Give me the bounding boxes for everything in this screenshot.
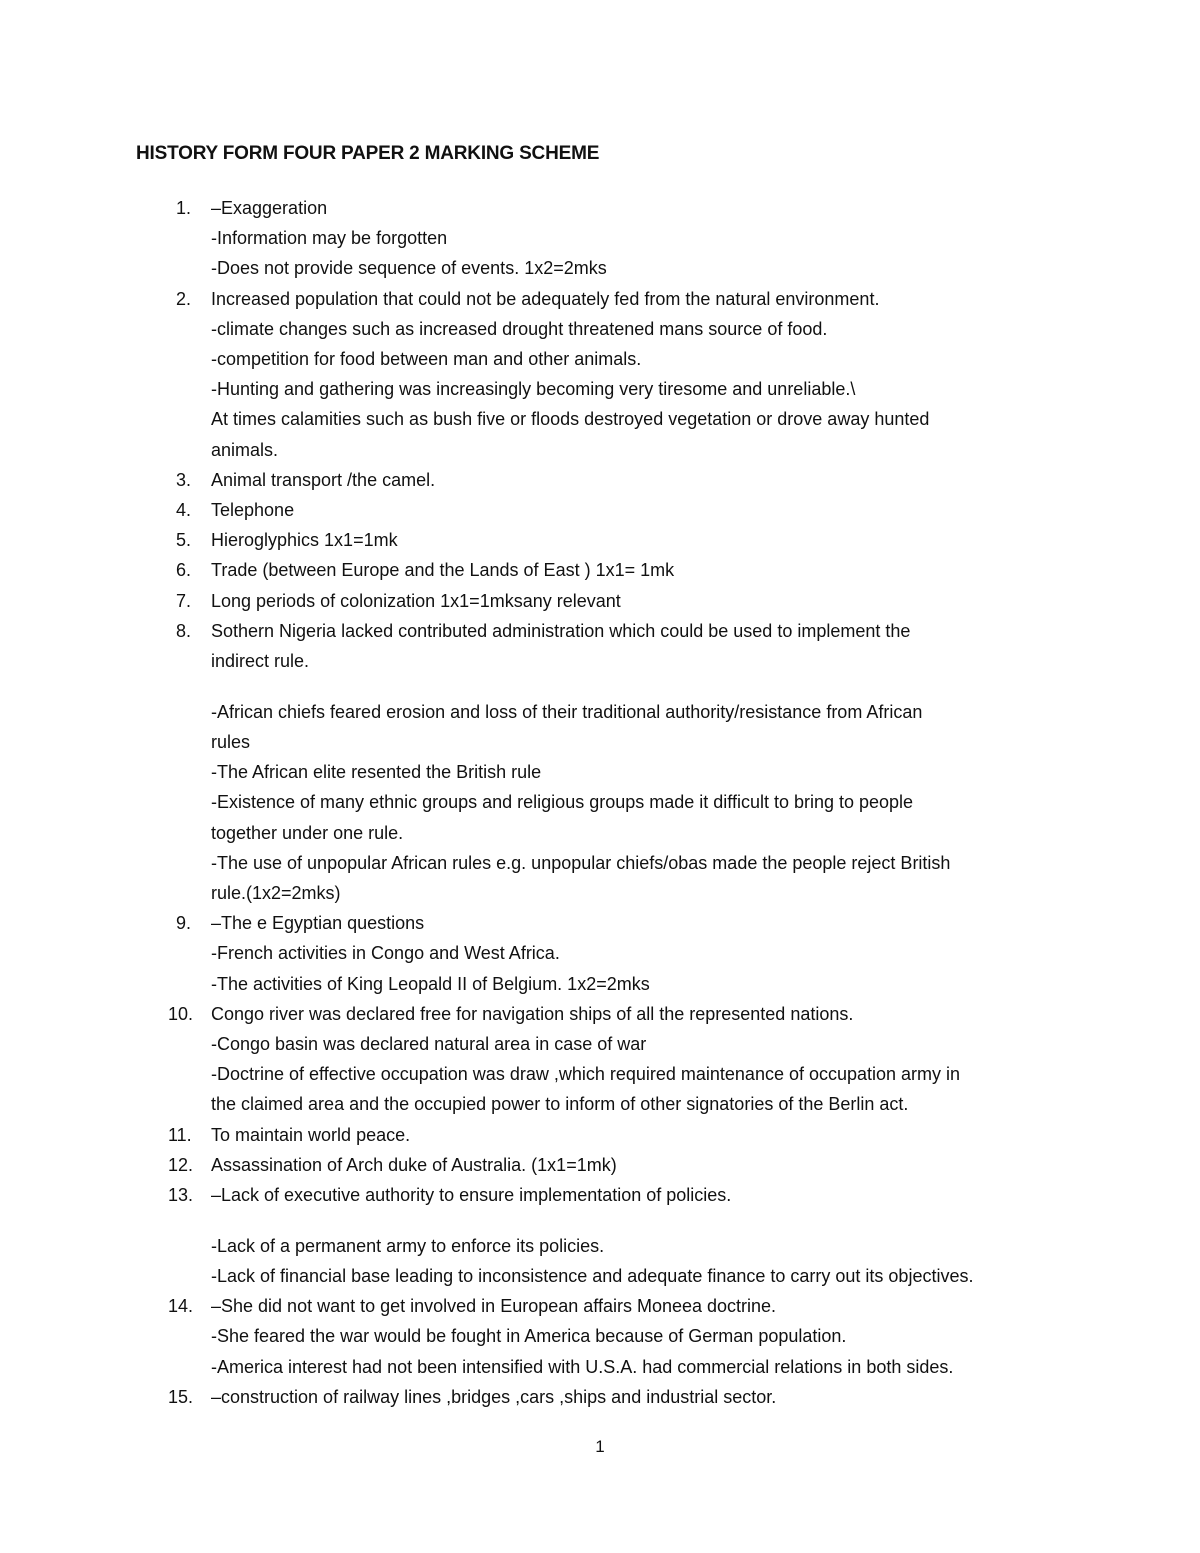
list-item xyxy=(0,465,1200,495)
item-line: –Lack of executive authority to ensure implementation of policies. xyxy=(211,1185,732,1205)
list-item xyxy=(0,616,1200,908)
item-number: 13. xyxy=(168,1185,194,1205)
item-line: Animal transport /the camel. xyxy=(211,469,436,490)
list-item xyxy=(0,1291,1200,1382)
item-line: -America interest had not been intensified with U.S.A. had commercial relations in both sides. xyxy=(211,1356,954,1377)
item-line: rules xyxy=(211,731,251,752)
item-line: rule.(1x2=2mks) xyxy=(211,882,341,903)
item-line: -Doctrine of effective occupation was draw ,which required maintenance of occupation army in xyxy=(211,1064,961,1085)
list-item xyxy=(0,1150,1200,1180)
item-number: 8. xyxy=(176,620,192,641)
blank-line xyxy=(211,1210,1200,1231)
blank-line xyxy=(211,676,1200,697)
item-line: –She did not want to get involved in European affairs Moneea doctrine. xyxy=(211,1296,777,1317)
item-line: –Exaggeration xyxy=(211,198,328,218)
list-item xyxy=(0,555,1200,585)
item-number: 14. xyxy=(168,1296,194,1317)
item-line: -The activities of King Leopald II of Belgium. 1x2=2mks xyxy=(211,973,650,994)
item-line: Assassination of Arch duke of Australia. (1x1=1mk) xyxy=(211,1154,617,1175)
item-line: Sothern Nigeria lacked contributed administration which could be used to implement the xyxy=(211,620,911,641)
list-item xyxy=(0,908,1200,999)
item-number: 1. xyxy=(176,198,192,218)
item-line: -Information may be forgotten xyxy=(211,228,448,249)
list-item xyxy=(0,999,1200,1120)
item-number: 5. xyxy=(176,530,192,551)
item-line: Hieroglyphics 1x1=1mk xyxy=(211,530,398,551)
item-number: 11. xyxy=(168,1124,192,1145)
list-item xyxy=(0,1120,1200,1150)
item-number: 3. xyxy=(176,469,192,490)
item-number: 12. xyxy=(168,1154,194,1175)
item-line: Trade (between Europe and the Lands of East ) 1x1= 1mk xyxy=(211,560,675,581)
item-line: -Existence of many ethnic groups and religious groups made it difficult to bring to people xyxy=(211,792,914,813)
item-line: Long periods of colonization 1x1=1mksany relevant xyxy=(211,590,621,611)
item-line: together under one rule. xyxy=(211,822,404,843)
item-line: Increased population that could not be adequately fed from the natural environment. xyxy=(211,288,880,309)
item-line: the claimed area and the occupied power to inform of other signatories of the Berlin act. xyxy=(211,1094,909,1115)
item-line: -climate changes such as increased drought threatened mans source of food. xyxy=(211,318,828,339)
item-number: 9. xyxy=(176,913,192,934)
item-line: -Lack of a permanent army to enforce its policies. xyxy=(211,1235,605,1256)
item-line: -French activities in Congo and West Africa. xyxy=(211,943,560,964)
item-line: At times calamities such as bush five or floods destroyed vegetation or drove away hunted xyxy=(211,409,930,430)
item-line: Telephone xyxy=(211,500,295,521)
item-line: indirect rule. xyxy=(211,651,310,672)
list-item xyxy=(0,1180,1200,1291)
item-number: 2. xyxy=(176,288,192,309)
list-item xyxy=(0,284,1200,465)
item-line: -Does not provide sequence of events. 1x2=2mks xyxy=(211,258,607,279)
answer-list xyxy=(0,193,1200,1412)
list-item xyxy=(0,586,1200,616)
item-line: animals. xyxy=(211,439,279,460)
page-number: 1 xyxy=(595,1437,605,1456)
item-line: -Congo basin was declared natural area in case of war xyxy=(211,1033,647,1054)
item-line: -African chiefs feared erosion and loss of their traditional authority/resistance from African xyxy=(211,701,923,722)
list-item xyxy=(0,495,1200,525)
item-line: –The e Egyptian questions xyxy=(211,913,425,934)
item-number: 10. xyxy=(168,1003,194,1024)
list-item xyxy=(0,1382,1200,1412)
item-number: 6. xyxy=(176,560,192,581)
item-line: -The African elite resented the British rule xyxy=(211,762,542,783)
item-line: -competition for food between man and other animals. xyxy=(211,349,642,370)
item-line: Congo river was declared free for navigation ships of all the represented nations. xyxy=(211,1003,854,1024)
page-title: HISTORY FORM FOUR PAPER 2 MARKING SCHEME xyxy=(136,143,600,164)
list-item xyxy=(0,193,1200,284)
item-number: 7. xyxy=(176,590,192,611)
item-line: -She feared the war would be fought in America because of German population. xyxy=(211,1326,847,1347)
item-line: To maintain world peace. xyxy=(211,1124,411,1145)
list-item xyxy=(0,525,1200,555)
item-line: -Lack of financial base leading to inconsistence and adequate finance to carry out its objectives. xyxy=(211,1265,974,1286)
item-line: -The use of unpopular African rules e.g. unpopular chiefs/obas made the people reject British xyxy=(211,852,951,873)
item-number: 4. xyxy=(176,500,192,521)
item-number: 15. xyxy=(168,1386,194,1407)
item-line: –construction of railway lines ,bridges ,cars ,ships and industrial sector. xyxy=(211,1386,777,1407)
item-line: -Hunting and gathering was increasingly becoming very tiresome and unreliable.\ xyxy=(211,379,856,400)
